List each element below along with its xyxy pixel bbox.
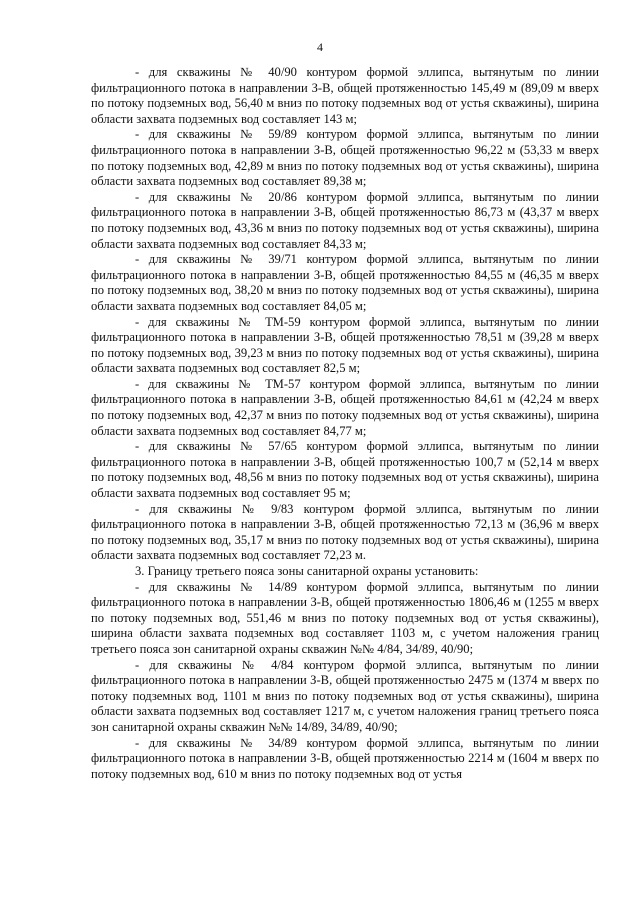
paragraph-well-59-89: - для скважины № 59/89 контуром формой эллипса, вытянутым по линии фильтрационного потока в направлении З-В, общей протяженностью 96,22 м (53,33 м вверх по потоку подземных вод, 42,89 м вниз по потоку подземных вод от устья скважины), ширина области захвата подземных вод составляет 89,38 м; (91, 127, 599, 189)
page-number: 4 (317, 40, 323, 54)
paragraph-well-20-86: - для скважины № 20/86 контуром формой эллипса, вытянутым по линии фильтрационного потока в направлении З-В, общей протяженностью 86,73 м (43,37 м вверх по потоку подземных вод, 43,36 м вниз по потоку подземных вод от устья скважины), ширина области захвата подземных вод составляет 84,33 м; (91, 189, 599, 251)
paragraph-well-14-89: - для скважины № 14/89 контуром формой эллипса, вытянутым по линии фильтрационного потока в направлении З-В, общей протяженностью 1806,46 м (1255 м вверх по потоку подземных вод, 551,46 м вниз по потоку подземных вод от устья скважины), ширина области захвата подземных вод составляет 1103 м, с учетом наложения границ третьего пояса зон санитарной охраны скважин №№ 4/84, 34/89, 40/90; (91, 579, 599, 656)
paragraph-well-34-89: - для скважины № 34/89 контуром формой эллипса, вытянутым по линии фильтрационного потока в направлении З-В, общей протяженностью 2214 м (1604 м вверх по потоку подземных вод, 610 м вниз по потоку подземных вод от устья (91, 735, 599, 781)
paragraph-well-9-83: - для скважины № 9/83 контуром формой эллипса, вытянутым по линии фильтрационного потока в направлении З-В, общей протяженностью 72,13 м (36,96 м вверх по потоку подземных вод, 35,17 м вниз по потоку подземных вод от устья скважины), ширина области захвата подземных вод составляет 72,23 м. (91, 501, 599, 563)
body-text (91, 65, 599, 782)
paragraph-well-40-90: - для скважины № 40/90 контуром формой эллипса, вытянутым по линии фильтрационного потока в направлении З-В, общей протяженностью 145,49 м (89,09 м вверх по потоку подземных вод, 56,40 м вниз по потоку подземных вод от устья скважины), ширина области захвата подземных вод составляет 143 м; (91, 65, 599, 126)
paragraph-well-tm-57: - для скважины № ТМ-57 контуром формой эллипса, вытянутым по линии фильтрационного потока в направлении З-В, общей протяженностью 84,61 м (42,24 м вверх по потоку подземных вод, 42,37 м вниз по потоку подземных вод от устья скважины), ширина области захвата подземных вод составляет 84,77 м; (91, 376, 599, 438)
paragraph-well-57-65: - для скважины № 57/65 контуром формой эллипса, вытянутым по линии фильтрационного потока в направлении З-В, общей протяженностью 100,7 м (52,14 м вверх по потоку подземных вод, 48,56 м вниз по потоку подземных вод от устья скважины), ширина области захвата подземных вод составляет 95 м; (91, 439, 599, 501)
section-3-heading: 3. Границу третьего пояса зоны санитарной охраны установить: (135, 564, 479, 578)
paragraph-well-4-84: - для скважины № 4/84 контуром формой эллипса, вытянутым по линии фильтрационного потока в направлении З-В, общей протяженностью 2475 м (1374 м вверх по потоку подземных вод, 1101 м вниз по потоку подземных вод от устья скважины), ширина области захвата подземных вод составляет 1217 м, с учетом наложения границ третьего пояса зон санитарной охраны скважин №№ 14/89, 34/89, 40/90; (91, 657, 599, 734)
paragraph-well-39-71: - для скважины № 39/71 контуром формой эллипса, вытянутым по линии фильтрационного потока в направлении З-В, общей протяженностью 84,55 м (46,35 м вверх по потоку подземных вод, 38,20 м вниз по потоку подземных вод от устья скважины), ширина области захвата подземных вод составляет 84,05 м; (91, 252, 599, 313)
paragraph-well-tm-59: - для скважины № ТМ-59 контуром формой эллипса, вытянутым по линии фильтрационного потока в направлении З-В, общей протяженностью 78,51 м (39,28 м вверх по потоку подземных вод, 39,23 м вниз по потоку подземных вод от устья скважины), ширина области захвата подземных вод составляет 82,5 м; (91, 314, 599, 376)
